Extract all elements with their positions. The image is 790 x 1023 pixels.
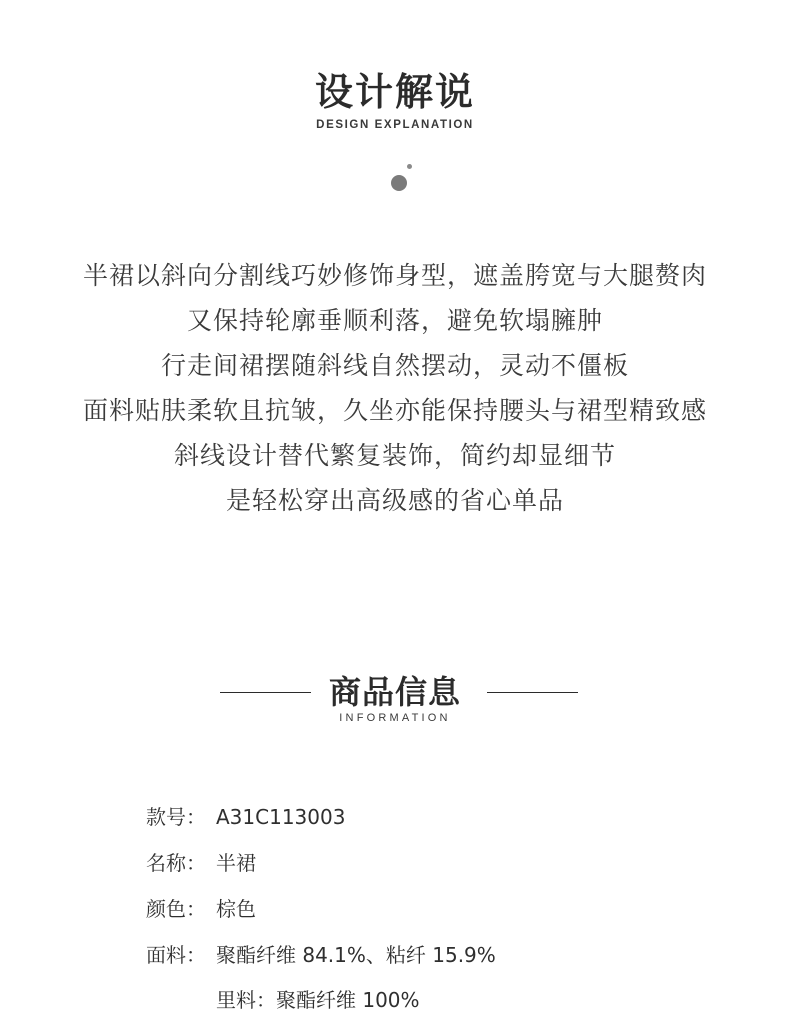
- description-line: 是轻松穿出高级感的省心单品: [225, 486, 564, 515]
- info-title: 商品信息: [328, 673, 461, 711]
- design-subtitle: DESIGN EXPLANATION: [316, 119, 474, 131]
- description-line: 半裙以斜向分割线巧妙修饰身型，遮盖胯宽与大腿赘肉: [82, 261, 707, 290]
- spec-row-fabric: [146, 940, 496, 970]
- spec-row-color: [146, 894, 256, 924]
- spec-label: 款号：: [146, 805, 206, 829]
- description-line: 又保持轮廓垂顺利落，避免软塌臃肿: [186, 306, 603, 335]
- description-line: 斜线设计替代繁复装饰，简约却显细节: [173, 441, 616, 470]
- spec-value: A31C113003: [216, 805, 346, 829]
- spec-row-lining: 里料：聚酯纤维 100%: [216, 988, 420, 1012]
- spec-row-name: [146, 848, 256, 878]
- decorative-dot-small: [407, 164, 412, 169]
- spec-value: 棕色: [216, 897, 256, 921]
- design-description: [0, 253, 790, 523]
- spec-value: 半裙: [216, 851, 256, 875]
- spec-label: 面料：: [146, 943, 206, 967]
- spec-label: 名称：: [146, 851, 206, 875]
- spec-label: 颜色：: [146, 897, 206, 921]
- description-line: 行走间裙摆随斜线自然摆动，灵动不僵板: [160, 351, 629, 380]
- info-subtitle: INFORMATION: [339, 712, 451, 724]
- decorative-dot-large: [391, 175, 407, 191]
- description-line: 面料贴肤柔软且抗皱，久坐亦能保持腰头与裙型精致感: [82, 396, 707, 425]
- spec-value: 聚酯纤维 84.1%、粘纤 15.9%: [216, 943, 496, 967]
- design-title: 设计解说: [314, 70, 475, 114]
- spec-row-style-number: [146, 802, 345, 832]
